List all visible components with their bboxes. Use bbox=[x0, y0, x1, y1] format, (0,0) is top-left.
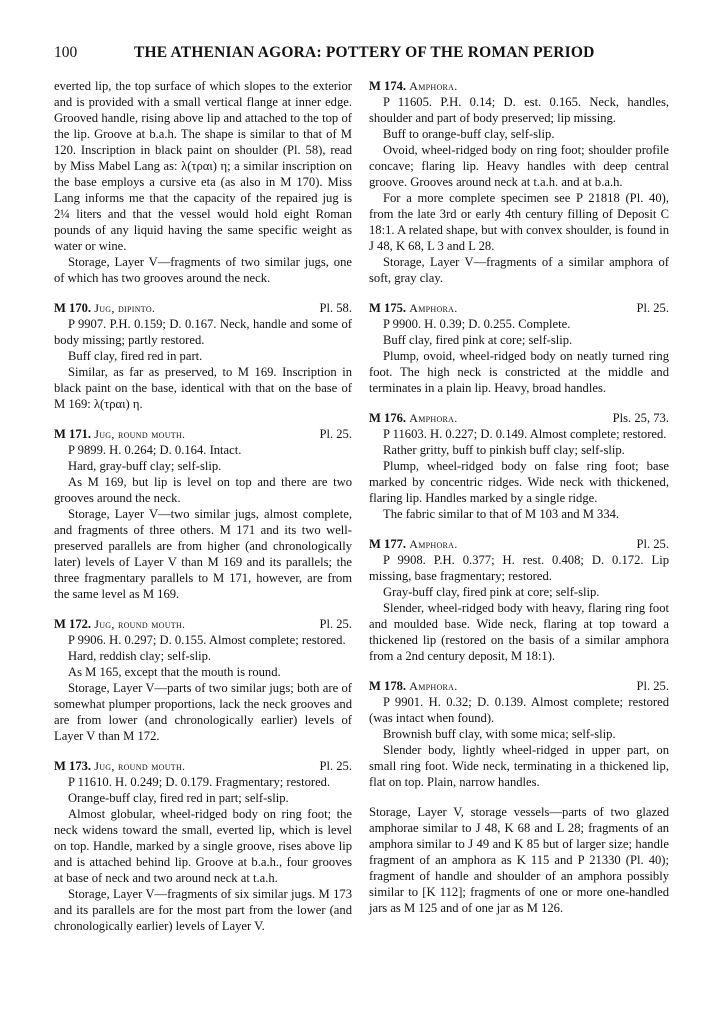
running-title: THE ATHENIAN AGORA: POTTERY OF THE ROMAN PERIOD bbox=[134, 44, 595, 61]
plate-reference: Pl. 25. bbox=[636, 301, 669, 315]
vessel-type: Jug, dipinto. bbox=[94, 301, 156, 315]
entry-heading bbox=[54, 426, 352, 442]
entry-paragraph: P 11603. H. 0.227; D. 0.149. Almost complete; restored. bbox=[383, 427, 667, 441]
entry-heading-text bbox=[369, 536, 458, 552]
vessel-type: Jug, round mouth. bbox=[94, 617, 186, 631]
entry-paragraph: P 9907. P.H. 0.159; D. 0.167. Neck, handle and some of body missing; partly restored. bbox=[54, 317, 352, 347]
vessel-type: Amphora. bbox=[409, 679, 458, 693]
entry-paragraph: For a more complete specimen see P 21818 (Pl. 40), from the late 3rd or early 4th century filling of Deposit C 18:1. A related shape, but with convex shoulder, is found in J 48, K 68, L 3 and L 28. bbox=[369, 191, 669, 253]
entry-paragraph: P 11605. P.H. 0.14; D. est. 0.165. Neck, handles, shoulder and part of body preserved; lip missing. bbox=[369, 95, 669, 125]
vessel-type: Amphora. bbox=[409, 537, 458, 551]
entry-paragraph: Buff clay, fired pink at core; self-slip. bbox=[383, 333, 573, 347]
closing-paragraph: Storage, Layer V, storage vessels—parts of two glazed amphorae similar to J 48, K 68 and L 28; fragments of an amphora similar to J 49 and K 85 but of larger size; handle fragment of an amphora as K 115 and P 21330 (Pl. 40); fragment of handle and shoulder of an amphora possibly similar to [K 112]; fragments of one or more one-handled jars as M 125 and of one jar as M 126. bbox=[369, 805, 669, 915]
entry-paragraph: Storage, Layer V—parts of two similar jugs; both are of somewhat plumper proportions, lack the neck grooves and are from lower (and chronologically earlier) levels of Layer V than M 172. bbox=[54, 681, 352, 743]
entry-paragraph: Slender body, lightly wheel-ridged in upper part, on small ring foot. Wide neck, terminating in a thickened lip, flat on top. Plain, narrow handles. bbox=[369, 743, 669, 789]
entry-heading-text bbox=[54, 758, 185, 774]
entry-heading-text bbox=[369, 410, 458, 426]
catalogue-number: M 173. bbox=[54, 759, 92, 773]
entry-paragraph: Ovoid, wheel-ridged body on ring foot; shoulder profile concave; flaring lip. Heavy handles with deep central groove. Grooves around neck at t.a.h. and at b.a.h. bbox=[369, 143, 669, 189]
entry-paragraph: Plump, ovoid, wheel-ridged body on neatly turned ring foot. The high neck is constricted at the middle and terminates in a plain lip. Heavy, broad handles. bbox=[369, 349, 669, 395]
plate-reference: Pl. 25. bbox=[636, 537, 669, 551]
entry-paragraph: Slender, wheel-ridged body with heavy, flaring ring foot and moulded base. Wide neck, flaring at top toward a thickened lip (restored on the basis of a similar amphora from a 2nd century deposit, M 18:1). bbox=[369, 601, 669, 663]
plate-reference: Pl. 25. bbox=[636, 679, 669, 693]
entry-heading-text bbox=[54, 426, 185, 442]
continuation-paragraph: everted lip, the top surface of which slopes to the exterior and is provided with a small vertical flange at inner edge. Grooved handle, rising above lip and attached to the top of the lip. Groove at b.a.h. The shape is similar to that of M 120. Inscription in black paint on shoulder (Pl. 58), read by Miss Mabel Lang as: λ(τραι) η; a similar inscription on the base employs a cursive eta (as also in M 170). Miss Lang informs me that the capacity of the repaired jug is 2¼ liters and that the vessel would hold eight Roman pounds of any liquid having the same specific weight as water or wine. bbox=[54, 79, 352, 253]
catalogue-number: M 178. bbox=[369, 679, 407, 693]
entry-paragraph: Similar, as far as preserved, to M 169. Inscription in black paint on the base, identical with that on the base of M 169: λ(τραι) η. bbox=[54, 365, 352, 411]
entry-heading bbox=[54, 758, 352, 774]
catalogue-entry bbox=[369, 536, 669, 664]
entry-heading bbox=[369, 410, 669, 426]
plate-reference: Pl. 58. bbox=[319, 301, 352, 315]
entry-paragraph: Brownish buff clay, with some mica; self-slip. bbox=[383, 727, 616, 741]
entry-heading-text bbox=[369, 78, 458, 94]
entry-heading bbox=[369, 300, 669, 316]
entry-paragraph: P 9908. P.H. 0.377; H. rest. 0.408; D. 0.172. Lip missing, base fragmentary; restored. bbox=[369, 553, 669, 583]
catalogue-entry bbox=[54, 300, 352, 412]
entry-heading-text bbox=[369, 678, 458, 694]
entry-paragraph: Orange-buff clay, fired red in part; self-slip. bbox=[68, 791, 289, 805]
catalogue-number: M 174. bbox=[369, 79, 407, 93]
plate-reference: Pl. 25. bbox=[319, 759, 352, 773]
right-column bbox=[369, 78, 669, 916]
continuation-paragraph: Storage, Layer V—fragments of two similar jugs, one of which has two grooves around the neck. bbox=[54, 255, 352, 285]
entry-heading-text bbox=[54, 616, 185, 632]
entry-paragraph: Buff to orange-buff clay, self-slip. bbox=[383, 127, 555, 141]
entry-paragraph: As M 165, except that the mouth is round. bbox=[68, 665, 281, 679]
vessel-type: Amphora. bbox=[409, 411, 458, 425]
catalogue-number: M 176. bbox=[369, 411, 407, 425]
entry-paragraph: The fabric similar to that of M 103 and M 334. bbox=[383, 507, 620, 521]
entry-paragraph: Almost globular, wheel-ridged body on ring foot; the neck widens toward the small, everted lip, which is level on top. Handle, marked by a single groove, rises above lip and is attached behind lip. Groove at b.a.h., four grooves at base of neck and two around neck at t.a.h. bbox=[54, 807, 352, 885]
entry-paragraph: Hard, reddish clay; self-slip. bbox=[68, 649, 212, 663]
page-number: 100 bbox=[54, 44, 78, 61]
catalogue-number: M 171. bbox=[54, 427, 92, 441]
entry-paragraph: Storage, Layer V—two similar jugs, almost complete, and fragments of three others. M 171 and its two well-preserved parallels are from higher (and chronologically later) levels of Layer V than M 169 and its parallels; the three fragmentary parallels to M 171, however, are from the same level as M 169. bbox=[54, 507, 352, 601]
catalogue-entry bbox=[369, 678, 669, 790]
entry-paragraph: Storage, Layer V—fragments of six similar jugs. M 173 and its parallels are for the most part from the lower (and chronologically earlier) levels of Layer V. bbox=[54, 887, 352, 933]
page-header bbox=[54, 44, 686, 66]
plate-reference: Pls. 25, 73. bbox=[612, 411, 669, 425]
catalogue-number: M 175. bbox=[369, 301, 407, 315]
entry-heading bbox=[369, 678, 669, 694]
entry-paragraph: P 9900. H. 0.39; D. 0.255. Complete. bbox=[383, 317, 571, 331]
entry-heading bbox=[369, 536, 669, 552]
catalogue-entry bbox=[369, 300, 669, 396]
entry-heading bbox=[54, 300, 352, 316]
entry-paragraph: P 11610. H. 0.249; D. 0.179. Fragmentary; restored. bbox=[68, 775, 331, 789]
entry-heading-text bbox=[54, 300, 155, 316]
entry-paragraph: As M 169, but lip is level on top and there are two grooves around the neck. bbox=[54, 475, 352, 505]
catalogue-entry bbox=[369, 410, 669, 522]
vessel-type: Amphora. bbox=[409, 79, 458, 93]
entry-paragraph: Rather gritty, buff to pinkish buff clay; self-slip. bbox=[383, 443, 625, 457]
catalogue-number: M 170. bbox=[54, 301, 92, 315]
entry-paragraph: P 9899. H. 0.264; D. 0.164. Intact. bbox=[68, 443, 242, 457]
left-column bbox=[54, 78, 352, 934]
plate-reference: Pl. 25. bbox=[319, 617, 352, 631]
entry-paragraph: Gray-buff clay, fired pink at core; self-slip. bbox=[383, 585, 600, 599]
entry-heading-text bbox=[369, 300, 458, 316]
catalogue-entry bbox=[54, 616, 352, 744]
vessel-type: Jug, round mouth. bbox=[94, 759, 186, 773]
catalogue-entry bbox=[54, 758, 352, 934]
catalogue-entry bbox=[54, 426, 352, 602]
plate-reference: Pl. 25. bbox=[319, 427, 352, 441]
entry-paragraph: P 9901. H. 0.32; D. 0.139. Almost complete; restored (was intact when found). bbox=[369, 695, 669, 725]
entry-paragraph: Hard, gray-buff clay; self-slip. bbox=[68, 459, 222, 473]
vessel-type: Amphora. bbox=[409, 301, 458, 315]
entry-heading bbox=[369, 78, 669, 94]
catalogue-number: M 172. bbox=[54, 617, 92, 631]
entry-paragraph: Plump, wheel-ridged body on false ring foot; base marked by concentric ridges. Wide neck with thickened, flaring lip. Handles marked by a single ridge. bbox=[369, 459, 669, 505]
entry-paragraph: Buff clay, fired red in part. bbox=[68, 349, 203, 363]
entry-paragraph: Storage, Layer V—fragments of a similar amphora of soft, gray clay. bbox=[369, 255, 669, 285]
catalogue-number: M 177. bbox=[369, 537, 407, 551]
vessel-type: Jug, round mouth. bbox=[94, 427, 186, 441]
entry-paragraph: P 9906. H. 0.297; D. 0.155. Almost complete; restored. bbox=[68, 633, 346, 647]
catalogue-entry bbox=[369, 78, 669, 286]
entry-heading bbox=[54, 616, 352, 632]
